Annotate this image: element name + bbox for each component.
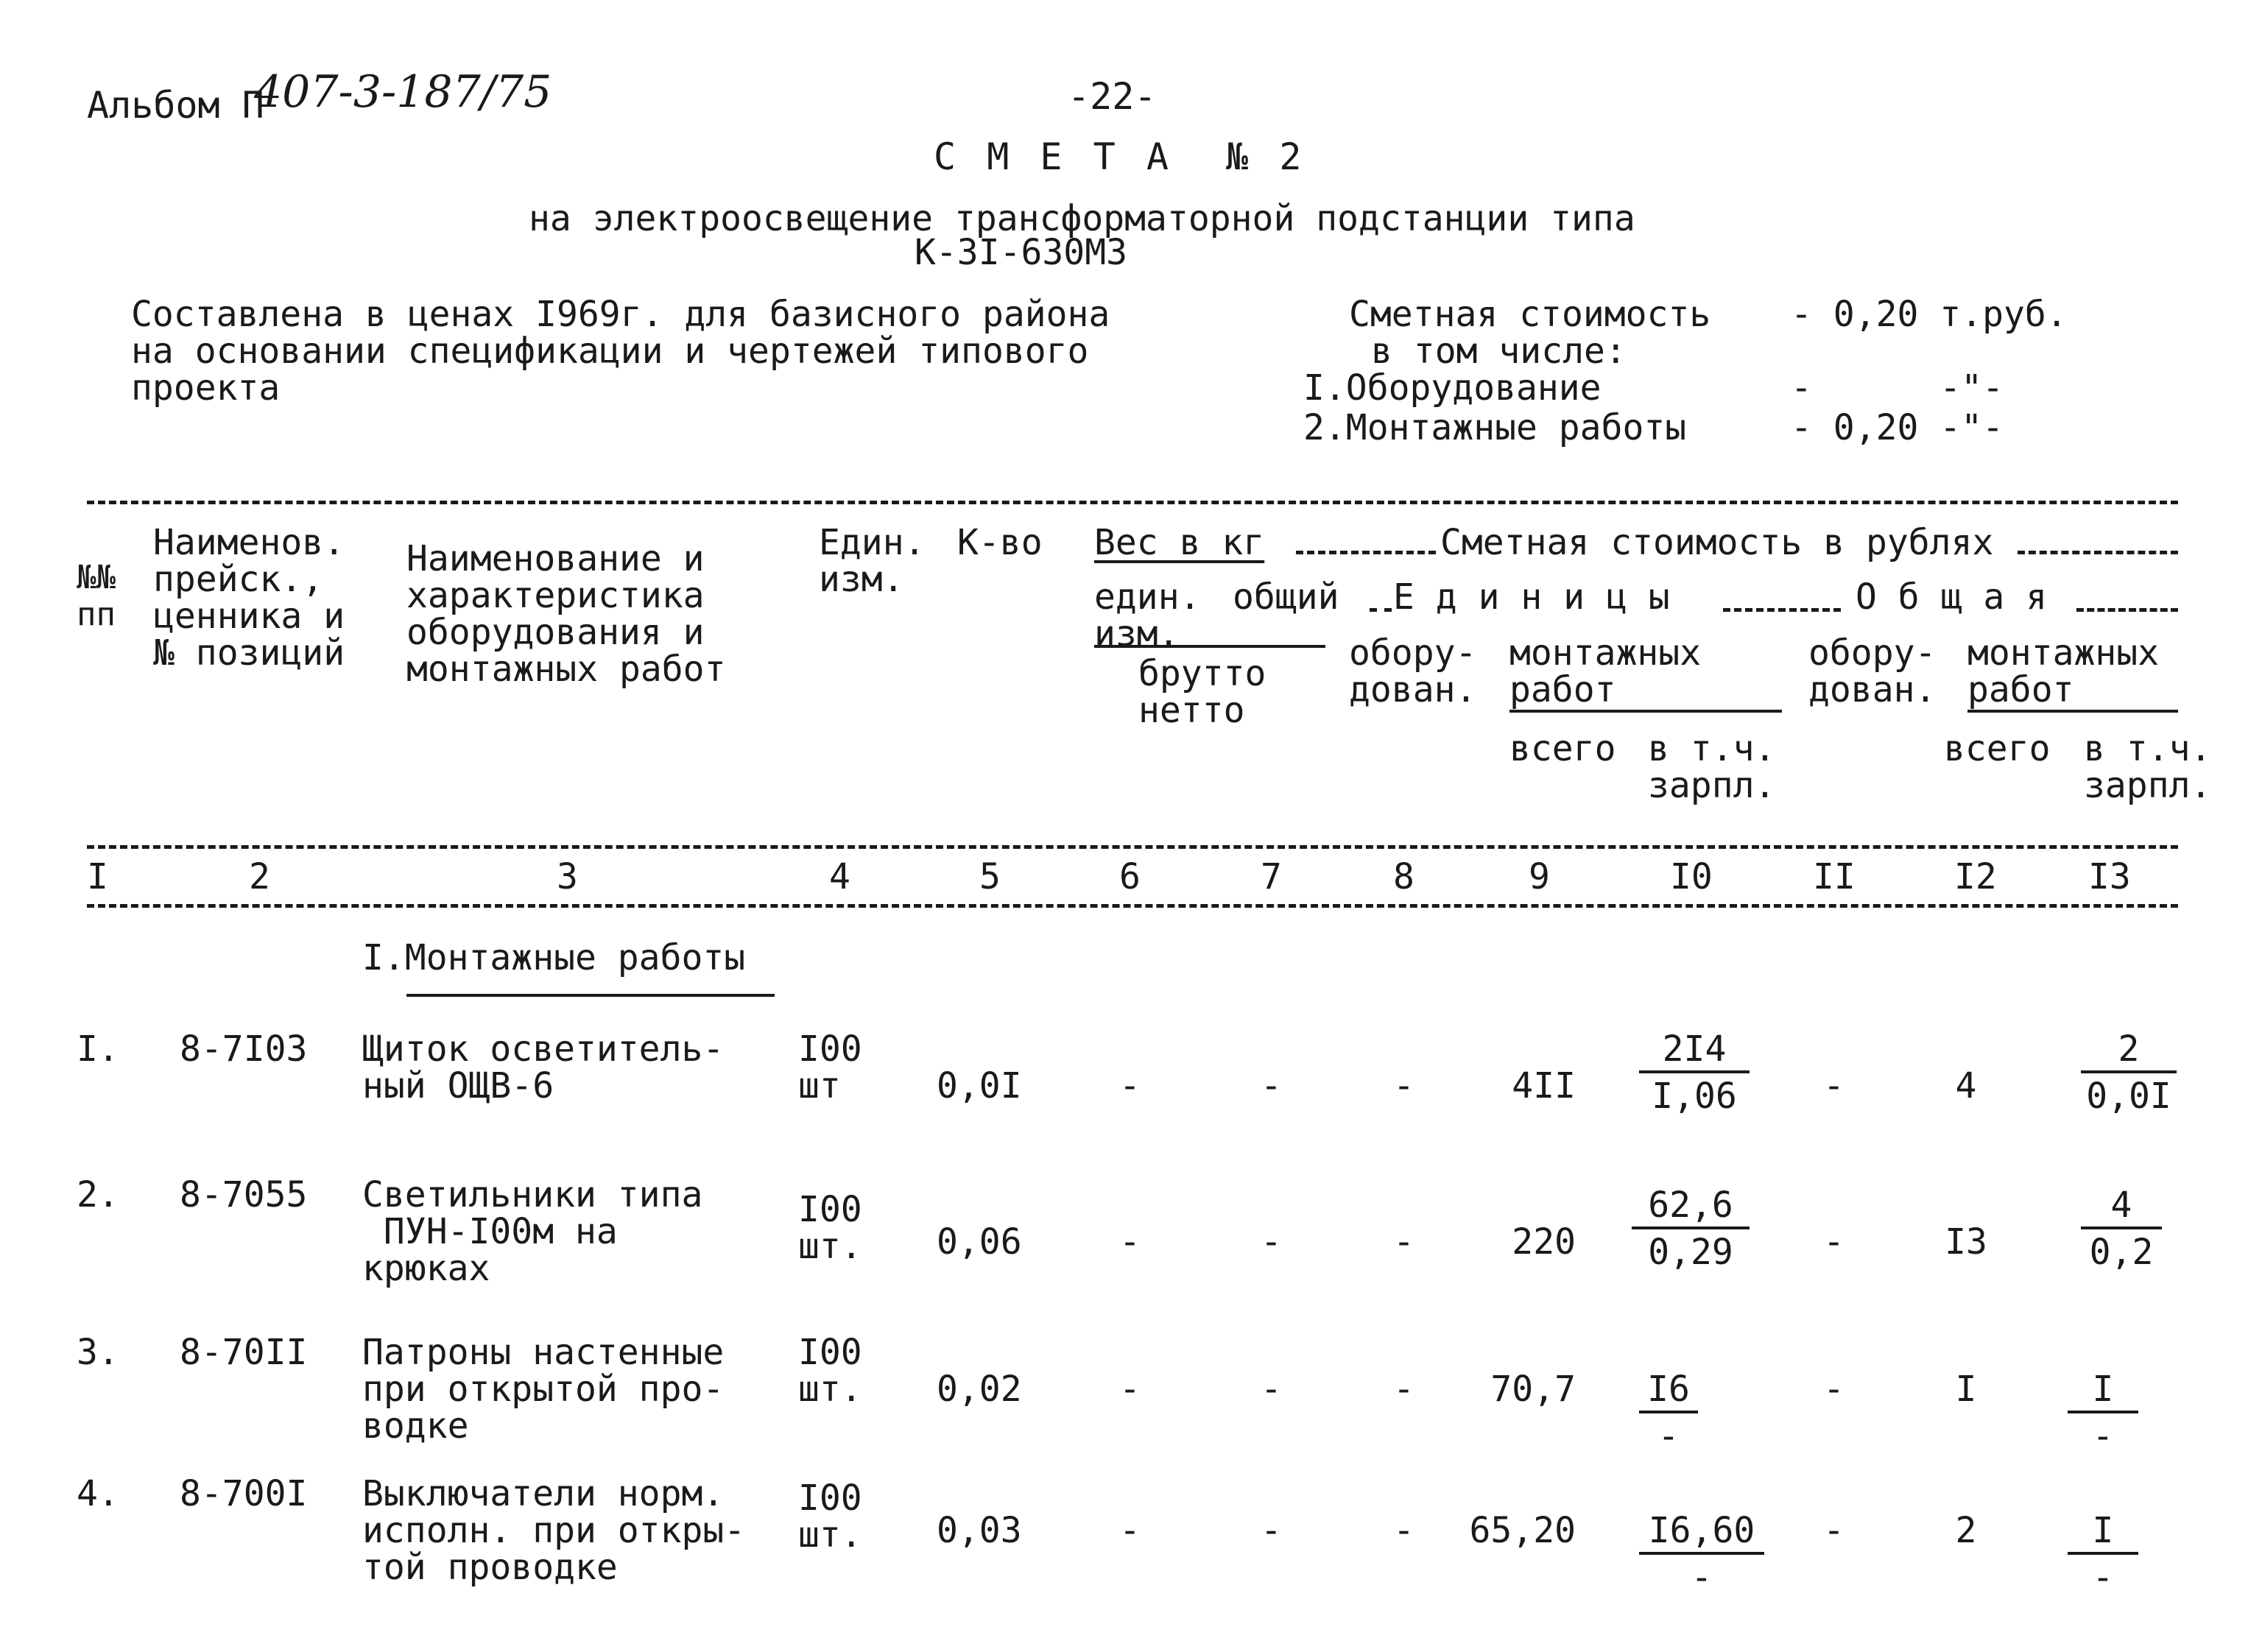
header-install-total: монтажных работ [1967, 632, 2160, 710]
row-unit: I00 шт [798, 1028, 862, 1106]
row-number: 4. [77, 1473, 119, 1514]
header-wage-unit: в т.ч. зарпл. [1648, 728, 1776, 806]
header-weight-total: общий [1233, 576, 1339, 618]
row-col10-top: 2I4 [1639, 1031, 1750, 1073]
document-title: С М Е Т А № 2 [934, 135, 1306, 178]
row-unit: I00 шт. [798, 1332, 862, 1410]
row-col12: I3 [1945, 1221, 1987, 1263]
row-col11: - [1823, 1369, 1845, 1410]
page-number: -22- [1068, 75, 1157, 118]
header-wage-total: в т.ч. зарпл. [2084, 728, 2212, 806]
row-col10-bottom: - [1691, 1557, 1713, 1598]
section-title: I.Монтажные работы [362, 937, 746, 978]
header-equip-unit: обору- дован. [1349, 632, 1477, 710]
install-unit-rule [1509, 710, 1782, 713]
row-code: 8-700I [180, 1473, 308, 1514]
row-col12: 4 [1955, 1065, 1977, 1106]
column-number-3: 3 [557, 856, 578, 897]
row-name: Щиток осветитель- ный ОЩВ-6 [362, 1028, 725, 1106]
row-col13-fraction [2068, 1371, 2138, 1455]
row-col11: - [1823, 1065, 1845, 1106]
row-col13-top: I [2068, 1371, 2138, 1413]
unit-label-rule-right [1723, 608, 1841, 612]
row-col10-fraction [1639, 1028, 1750, 1117]
column-number-8: 8 [1393, 856, 1414, 897]
row-col10-bottom: I,06 [1652, 1076, 1737, 1117]
row-number: 3. [77, 1332, 119, 1373]
row-col7: - [1261, 1510, 1282, 1551]
column-number-2: 2 [249, 856, 270, 897]
row-col10-top: I6,60 [1639, 1512, 1764, 1555]
header-unit-label: Е д и н и ц ы [1393, 576, 1670, 618]
row-col8: - [1393, 1221, 1414, 1263]
row-col13-bottom: - [2092, 1416, 2114, 1457]
album-prefix: Альбом П [87, 84, 264, 127]
row-col9: 4II [1512, 1065, 1576, 1106]
column-number-5: 5 [979, 856, 1001, 897]
intro-line1: Составлена в ценах I969г. для базисного района [131, 294, 1110, 335]
row-col10-top: I6 [1639, 1371, 1698, 1413]
row-col6: - [1119, 1221, 1141, 1263]
row-col10-bottom: 0,29 [1648, 1232, 1733, 1273]
row-col13-fraction [2081, 1028, 2177, 1117]
row-qty: 0,02 [937, 1369, 1022, 1410]
row-name: Патроны настенные при открытой про- водке [362, 1332, 725, 1447]
document-subtitle-line1: на электроосвещение трансформаторной подстанции типа [529, 198, 1635, 239]
row-col7: - [1261, 1369, 1282, 1410]
row-col13-top: 2 [2081, 1031, 2177, 1073]
column-numbers-top-rule [87, 845, 2178, 849]
cost-installation-label: 2.Монтажные работы [1303, 407, 1687, 448]
album-number-handwritten: 407-3-187/75 [254, 66, 552, 118]
row-name: Выключатели норм. исполн. при откры- той проводке [362, 1473, 746, 1588]
header-col5: К-во [957, 522, 1043, 563]
row-col9: 65,20 [1469, 1510, 1576, 1551]
header-weight-label: Вес в кг [1094, 522, 1265, 563]
intro-line3: проекта [131, 367, 281, 409]
row-col13-top: I [2068, 1512, 2138, 1555]
row-col13-bottom: 0,2 [2089, 1232, 2154, 1273]
column-number-12: I2 [1954, 856, 1997, 897]
column-number-7: 7 [1261, 856, 1282, 897]
row-col13-top: 4 [2081, 1187, 2162, 1229]
row-number: 2. [77, 1174, 119, 1215]
section-title-underline [406, 994, 775, 997]
row-col12: 2 [1955, 1510, 1977, 1551]
row-name: Светильники типа ПУН-I00м на крюках [362, 1174, 703, 1289]
row-qty: 0,03 [937, 1510, 1022, 1551]
header-install-unit: монтажных работ [1509, 632, 1702, 710]
column-number-10: I0 [1670, 856, 1713, 897]
cost-equipment-value: - -"- [1791, 367, 2004, 409]
column-number-13: I3 [2088, 856, 2131, 897]
cost-equipment-label: I.Оборудование [1303, 367, 1602, 409]
row-col13-bottom: 0,0I [2086, 1076, 2171, 1117]
header-col4: Един. изм. [819, 522, 926, 600]
row-col10-bottom: - [1657, 1416, 1680, 1457]
header-total-label: О б щ а я [1856, 576, 2048, 618]
row-col8: - [1393, 1369, 1414, 1410]
header-all-unit: всего [1509, 728, 1616, 769]
row-unit: I00 шт. [798, 1189, 862, 1267]
row-qty: 0,0I [937, 1065, 1022, 1106]
total-label-rule-right [2076, 608, 2178, 612]
row-col11: - [1823, 1221, 1845, 1263]
row-number: I. [77, 1028, 119, 1070]
header-cost-label: Сметная стоимость в рублях [1440, 522, 1994, 563]
cost-label-rule [2018, 551, 2178, 554]
row-col9: 70,7 [1490, 1369, 1576, 1410]
weight-unit-rule [1094, 645, 1325, 648]
install-total-rule [1967, 710, 2178, 713]
header-col3: Наименование и характеристика оборудования и монтажных работ [406, 538, 726, 690]
weight-label-rule [1296, 551, 1436, 554]
row-col11: - [1823, 1510, 1845, 1551]
cost-total-value: - 0,20 т.руб. [1791, 294, 2068, 335]
header-weight-unit: един. изм. [1094, 576, 1201, 654]
intro-line2: на основании спецификации и чертежей типового [131, 331, 1089, 372]
row-col7: - [1261, 1065, 1282, 1106]
row-col6: - [1119, 1065, 1141, 1106]
cost-total-label: Сметная стоимость [1349, 294, 1711, 335]
cost-including-label: в том числе: [1371, 331, 1627, 372]
row-col9: 220 [1512, 1221, 1576, 1263]
row-qty: 0,06 [937, 1221, 1022, 1263]
row-col6: - [1119, 1510, 1141, 1551]
row-col8: - [1393, 1065, 1414, 1106]
document-subtitle-line2: К-3I-630МЗ [915, 232, 1127, 273]
header-col2: Наименов. прейск., ценника и № позиций [153, 522, 345, 674]
row-col10-fraction [1639, 1371, 1698, 1455]
row-col13-fraction [2081, 1187, 2162, 1271]
row-col13-fraction [2068, 1512, 2138, 1596]
header-col1: №№ пп [77, 559, 116, 633]
row-col8: - [1393, 1510, 1414, 1551]
row-col6: - [1119, 1369, 1141, 1410]
row-col13-bottom: - [2092, 1557, 2114, 1598]
row-col10-fraction [1632, 1187, 1750, 1271]
row-col10-top: 62,6 [1632, 1187, 1750, 1229]
table-top-rule [87, 501, 2178, 504]
row-col7: - [1261, 1221, 1282, 1263]
header-equip-total: обору- дован. [1808, 632, 1937, 710]
unit-label-rule-left [1370, 608, 1392, 612]
row-col12: I [1955, 1369, 1977, 1410]
header-brutto-netto: брутто нетто [1138, 653, 1266, 731]
column-number-1: I [87, 856, 108, 897]
cost-installation-value: - 0,20 -"- [1791, 407, 2004, 448]
column-number-11: II [1813, 856, 1856, 897]
column-number-4: 4 [829, 856, 850, 897]
row-code: 8-7I03 [180, 1028, 308, 1070]
row-unit: I00 шт. [798, 1478, 862, 1556]
column-number-6: 6 [1119, 856, 1141, 897]
row-code: 8-7055 [180, 1174, 308, 1215]
column-number-9: 9 [1529, 856, 1550, 897]
row-col10-fraction [1639, 1512, 1764, 1596]
header-all-total: всего [1944, 728, 2051, 769]
row-code: 8-70II [180, 1332, 308, 1373]
column-numbers-bottom-rule [87, 904, 2178, 908]
